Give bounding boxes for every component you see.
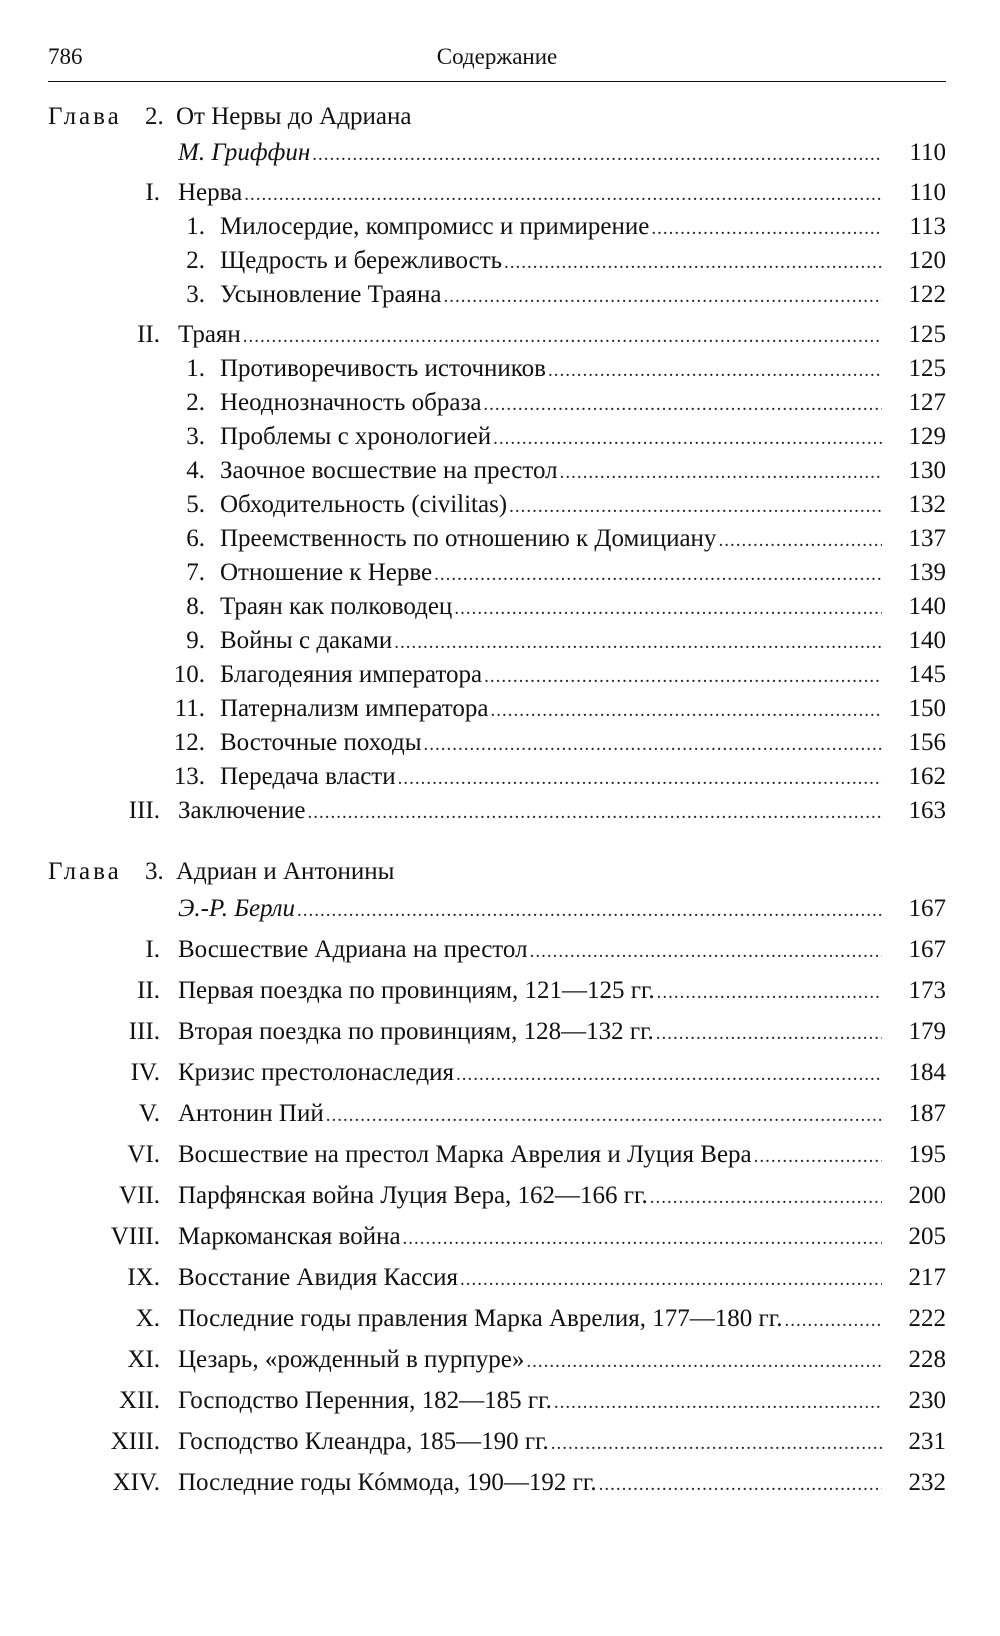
dot-leader — [651, 212, 882, 246]
section-number: I. — [145, 936, 160, 963]
subsection-number: 8. — [186, 593, 205, 620]
toc-section-entry — [0, 1220, 946, 1254]
subsection-number: 2. — [186, 247, 205, 274]
entry-title: Господство Клеандра, 185—190 гг. — [178, 1428, 549, 1455]
entry-title: Траян — [178, 321, 241, 348]
entry-page-number: 110 — [909, 139, 946, 166]
dot-leader — [403, 1222, 882, 1256]
entry-page-number: 145 — [908, 661, 946, 688]
dot-leader — [484, 660, 882, 694]
toc-section-entry — [0, 794, 946, 828]
toc-section-entry — [0, 1261, 946, 1295]
entry-line — [220, 488, 888, 524]
entry-page-number: 167 — [908, 936, 946, 963]
dot-leader — [308, 796, 883, 830]
entry-title: Кризис престолонаследия — [178, 1059, 455, 1086]
entry-page-number: 140 — [908, 627, 946, 654]
dot-leader — [650, 1181, 882, 1215]
toc-subsection-entry — [0, 210, 946, 244]
dot-leader — [243, 320, 882, 354]
entry-title: Обходительность (civilitas) — [220, 491, 508, 518]
entry-line — [178, 318, 888, 354]
toc-section-entry — [0, 1015, 946, 1049]
dot-leader — [456, 1058, 882, 1092]
entry-page-number: 110 — [909, 179, 946, 206]
entry-line — [178, 933, 888, 969]
toc-subsection-entry — [0, 658, 946, 692]
dot-leader — [326, 1099, 882, 1133]
entry-page-number: 222 — [908, 1305, 946, 1332]
entry-page-number: 167 — [908, 895, 946, 922]
toc-section-entry — [0, 1384, 946, 1418]
entry-page-number: 184 — [908, 1059, 946, 1086]
entry-line — [220, 658, 888, 694]
entry-line — [178, 974, 888, 1010]
chapter-author-entry — [0, 892, 946, 926]
entry-line — [178, 1384, 888, 1420]
chapter-heading — [48, 858, 946, 892]
entry-title: Заочное восшествие на престол — [220, 457, 558, 484]
entry-line — [220, 522, 888, 558]
entry-line — [178, 1097, 888, 1133]
entry-line — [178, 1138, 888, 1174]
entry-title: Первая поездка по провинциям, 121—125 гг. — [178, 977, 655, 1004]
entry-line — [220, 556, 888, 592]
entry-title: Войны с даками — [220, 627, 393, 654]
section-number: IX. — [127, 1264, 160, 1291]
dot-leader — [599, 1468, 882, 1502]
entry-line — [220, 352, 888, 388]
entry-page-number: 137 — [908, 525, 946, 552]
dot-leader — [554, 1386, 882, 1420]
entry-title: Щедрость и бережливость — [220, 247, 503, 274]
entry-page-number: 230 — [908, 1387, 946, 1414]
running-header — [48, 44, 946, 80]
subsection-number: 6. — [186, 525, 205, 552]
entry-page-number: 205 — [908, 1223, 946, 1250]
entry-title: Антонин Пий — [178, 1100, 324, 1127]
entry-page-number: 187 — [908, 1100, 946, 1127]
dot-leader — [398, 762, 882, 796]
entry-title: Парфянская война Луция Вера, 162—166 гг. — [178, 1182, 648, 1209]
dot-leader — [784, 1304, 882, 1338]
entry-title: Заключение — [178, 797, 306, 824]
subsection-number: 10. — [173, 661, 205, 688]
entry-title: Последние годы правления Марка Аврелия, 177—180 гг. — [178, 1305, 783, 1332]
subsection-number: 12. — [173, 729, 205, 756]
entry-title: Милосердие, компромисс и примирение — [220, 213, 650, 240]
section-number: IV. — [130, 1059, 160, 1086]
section-number: VI. — [127, 1141, 160, 1168]
dot-leader — [560, 456, 882, 490]
dot-leader — [657, 976, 882, 1010]
entry-page-number: 228 — [908, 1346, 946, 1373]
entry-line — [220, 278, 888, 314]
dot-leader — [483, 388, 882, 422]
entry-title: Восшествие Адриана на престол — [178, 936, 528, 963]
dot-leader — [460, 1263, 882, 1297]
entry-page-number: 200 — [908, 1182, 946, 1209]
entry-title: Вторая поездка по провинциям, 128—132 гг. — [178, 1018, 654, 1045]
entry-page-number: 127 — [908, 389, 946, 416]
entry-line — [220, 590, 888, 626]
section-number: XII. — [119, 1387, 160, 1414]
entry-page-number: 120 — [908, 247, 946, 274]
entry-title: Неоднозначность образа — [220, 389, 482, 416]
entry-line — [220, 726, 888, 762]
entry-page-number: 125 — [908, 321, 946, 348]
entry-line — [220, 624, 888, 660]
entry-title: Господство Перенния, 182—185 гг. — [178, 1387, 552, 1414]
chapter-author: Э.-Р. Берли — [178, 895, 296, 922]
chapter-number: 2. — [145, 103, 164, 130]
entry-title: Последние годы Кóммода, 190—192 гг. — [178, 1469, 597, 1496]
toc-subsection-entry — [0, 244, 946, 278]
subsection-number: 3. — [186, 423, 205, 450]
entry-page-number: 122 — [908, 281, 946, 308]
subsection-number: 2. — [186, 389, 205, 416]
page-number: 786 — [48, 44, 83, 69]
entry-line — [220, 420, 888, 456]
toc-section-entry — [0, 318, 946, 352]
entry-page-number: 132 — [908, 491, 946, 518]
entry-line — [178, 1343, 888, 1379]
subsection-number: 1. — [186, 213, 205, 240]
dot-leader — [656, 1017, 882, 1051]
section-number: V. — [138, 1100, 160, 1127]
dot-leader — [526, 1345, 882, 1379]
toc-subsection-entry — [0, 556, 946, 590]
entry-title: Противоречивость источников — [220, 355, 546, 382]
entry-line — [220, 210, 888, 246]
dot-leader — [551, 1427, 882, 1461]
chapter-author-entry — [0, 136, 946, 170]
entry-title: Отношение к Нерве — [220, 559, 433, 586]
subsection-number: 13. — [173, 763, 205, 790]
entry-page-number: 195 — [908, 1141, 946, 1168]
toc-section-entry — [0, 1097, 946, 1131]
toc-section-entry — [0, 1425, 946, 1459]
entry-page-number: 173 — [908, 977, 946, 1004]
chapter-heading — [48, 103, 946, 137]
entry-line — [178, 136, 888, 172]
chapter-number: 3. — [145, 858, 164, 885]
entry-page-number: 140 — [908, 593, 946, 620]
toc-section-entry — [0, 1179, 946, 1213]
subsection-number: 5. — [186, 491, 205, 518]
toc-subsection-entry — [0, 420, 946, 454]
toc-subsection-entry — [0, 760, 946, 794]
entry-title: Восшествие на престол Марка Аврелия и Луция Вера — [178, 1141, 752, 1168]
toc-subsection-entry — [0, 692, 946, 726]
subsection-number: 3. — [186, 281, 205, 308]
section-number: X. — [135, 1305, 160, 1332]
chapter-label: Глава — [48, 103, 122, 130]
dot-leader — [394, 626, 882, 660]
entry-page-number: 150 — [908, 695, 946, 722]
entry-title: Передача власти — [220, 763, 396, 790]
entry-line — [220, 454, 888, 490]
entry-line — [178, 176, 888, 212]
entry-title: Траян как полководец — [220, 593, 453, 620]
entry-page-number: 130 — [908, 457, 946, 484]
entry-line — [220, 244, 888, 280]
entry-line — [178, 1179, 888, 1215]
section-number: III. — [128, 797, 160, 824]
dot-leader — [297, 894, 882, 928]
entry-page-number: 162 — [908, 763, 946, 790]
entry-page-number: 231 — [908, 1428, 946, 1455]
entry-page-number: 125 — [908, 355, 946, 382]
section-number: II. — [137, 321, 160, 348]
entry-page-number: 113 — [909, 213, 946, 240]
entry-title: Восточные походы — [220, 729, 422, 756]
toc-subsection-entry — [0, 624, 946, 658]
entry-line — [178, 1466, 888, 1502]
entry-line — [220, 760, 888, 796]
section-number: XIV. — [112, 1469, 160, 1496]
entry-line — [178, 794, 888, 830]
entry-line — [178, 1015, 888, 1051]
toc-subsection-entry — [0, 352, 946, 386]
toc-section-entry — [0, 1343, 946, 1377]
section-number: VII. — [119, 1182, 160, 1209]
dot-leader — [244, 178, 882, 212]
running-title: Содержание — [436, 44, 558, 69]
entry-page-number: 163 — [908, 797, 946, 824]
toc-subsection-entry — [0, 726, 946, 760]
entry-title: Патернализм императора — [220, 695, 489, 722]
dot-leader — [490, 694, 882, 728]
section-number: XI. — [127, 1346, 160, 1373]
dot-leader — [718, 524, 882, 558]
dot-leader — [444, 280, 882, 314]
entry-line — [178, 1056, 888, 1092]
toc-section-entry — [0, 1302, 946, 1336]
toc-section-entry — [0, 1138, 946, 1172]
toc-subsection-entry — [0, 590, 946, 624]
dot-leader — [424, 728, 882, 762]
toc-section-entry — [0, 176, 946, 210]
entry-line — [178, 1302, 888, 1338]
header-rule — [48, 81, 946, 82]
entry-page-number: 179 — [908, 1018, 946, 1045]
toc-subsection-entry — [0, 454, 946, 488]
entry-title: Благодеяния императора — [220, 661, 483, 688]
entry-title: Нерва — [178, 179, 243, 206]
section-number: I. — [145, 179, 160, 206]
dot-leader — [493, 422, 882, 456]
entry-page-number: 217 — [908, 1264, 946, 1291]
entry-page-number: 156 — [908, 729, 946, 756]
dot-leader — [548, 354, 882, 388]
entry-title: Проблемы с хронологией — [220, 423, 492, 450]
dot-leader — [530, 935, 882, 969]
toc-section-entry — [0, 933, 946, 967]
entry-line — [178, 1220, 888, 1256]
toc-section-entry — [0, 1466, 946, 1500]
toc-subsection-entry — [0, 522, 946, 556]
subsection-number: 7. — [186, 559, 205, 586]
entry-line — [220, 386, 888, 422]
subsection-number: 11. — [174, 695, 205, 722]
toc-subsection-entry — [0, 278, 946, 312]
entry-line — [178, 1425, 888, 1461]
entry-title: Маркоманская война — [178, 1223, 401, 1250]
subsection-number: 1. — [186, 355, 205, 382]
subsection-number: 9. — [186, 627, 205, 654]
dot-leader — [454, 592, 882, 626]
dot-leader — [509, 490, 882, 524]
toc-section-entry — [0, 974, 946, 1008]
toc-section-entry — [0, 1056, 946, 1090]
chapter-title: Адриан и Антонины — [176, 858, 395, 885]
entry-page-number: 139 — [908, 559, 946, 586]
entry-title: Восстание Авидия Кассия — [178, 1264, 459, 1291]
entry-title: Преемственность по отношению к Домициану — [220, 525, 717, 552]
toc-subsection-entry — [0, 386, 946, 420]
entry-line — [220, 692, 888, 728]
section-number: II. — [137, 977, 160, 1004]
entry-line — [178, 1261, 888, 1297]
section-number: VIII. — [110, 1223, 160, 1250]
entry-page-number: 129 — [908, 423, 946, 450]
dot-leader — [312, 138, 882, 172]
entry-page-number: 232 — [908, 1469, 946, 1496]
dot-leader — [504, 246, 882, 280]
subsection-number: 4. — [186, 457, 205, 484]
toc-subsection-entry — [0, 488, 946, 522]
section-number: XIII. — [110, 1428, 160, 1455]
dot-leader — [754, 1140, 882, 1174]
dot-leader — [434, 558, 882, 592]
chapter-label: Глава — [48, 858, 122, 885]
entry-title: Усыновление Траяна — [220, 281, 442, 308]
entry-line — [178, 892, 888, 928]
entry-title: Цезарь, «рожденный в пурпуре» — [178, 1346, 525, 1373]
chapter-title: От Нервы до Адриана — [176, 103, 412, 130]
chapter-author: М. Гриффин — [178, 139, 311, 166]
section-number: III. — [128, 1018, 160, 1045]
